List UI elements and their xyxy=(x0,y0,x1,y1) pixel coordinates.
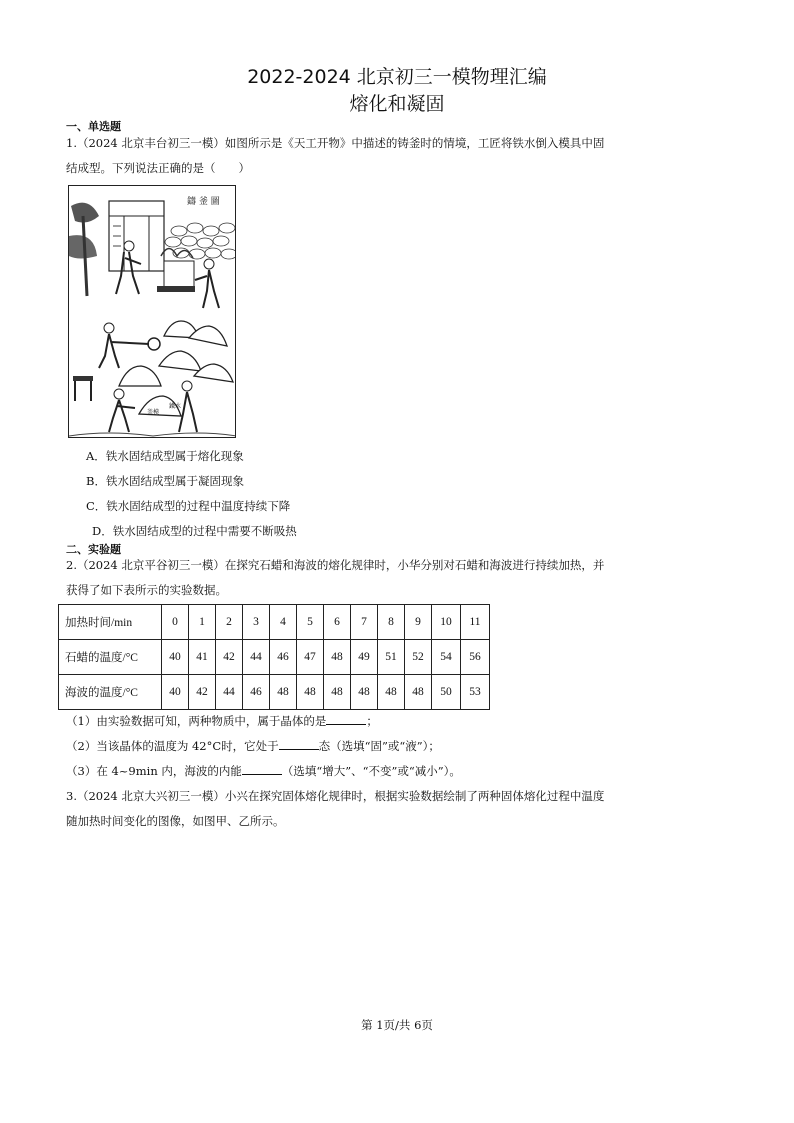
table-cell: 46 xyxy=(243,675,270,710)
table-cell: 9 xyxy=(405,605,432,640)
table-cell: 40 xyxy=(162,640,189,675)
q1-stem-line1: 1.（2024 北京丰台初三一模）如图所示是《天工开物》中描述的铸釜时的情境，工匠将铁水倒入模具中固 xyxy=(66,136,605,150)
q1-option-c: C．铁水固结成型的过程中温度持续下降 xyxy=(86,499,291,513)
table-cell: 51 xyxy=(378,640,405,675)
table-cell: 40 xyxy=(162,675,189,710)
q1-option-a: A．铁水固结成型属于熔化现象 xyxy=(86,449,244,463)
q2-sub1-text: （1）由实验数据可知，两种物质中，属于晶体的是 xyxy=(66,714,327,728)
table-row xyxy=(59,640,490,675)
table-cell: 48 xyxy=(378,675,405,710)
table-cell: 3 xyxy=(243,605,270,640)
table-cell: 0 xyxy=(162,605,189,640)
table-cell: 53 xyxy=(461,675,490,710)
experiment-data-table xyxy=(58,604,490,710)
table-cell: 2 xyxy=(216,605,243,640)
answer-blank[interactable] xyxy=(242,763,282,775)
table-cell: 5 xyxy=(297,605,324,640)
row-header: 海波的温度/°C xyxy=(59,675,162,710)
q3-stem-line2: 随加热时间变化的图像，如图甲、乙所示。 xyxy=(66,814,285,828)
table-cell: 10 xyxy=(432,605,461,640)
table-cell: 48 xyxy=(351,675,378,710)
table-cell: 48 xyxy=(324,675,351,710)
table-cell: 52 xyxy=(405,640,432,675)
table-cell: 48 xyxy=(405,675,432,710)
casting-cauldron-illustration xyxy=(68,185,236,438)
q2-sub3-end: （选填“增大”、“不变”或“减小”）。 xyxy=(281,764,461,778)
q1-option-d: D．铁水固结成型的过程中需要不断吸热 xyxy=(92,524,297,538)
q2-sub2-text: （2）当该晶体的温度为 42°C时，它处于 xyxy=(66,739,279,753)
q3-stem-line1: 3.（2024 北京大兴初三一模）小兴在探究固体熔化规律时，根据实验数据绘制了两种固体熔化过程中温度 xyxy=(66,789,605,803)
table-cell: 48 xyxy=(324,640,351,675)
q2-sub3 xyxy=(66,763,461,779)
q2-sub1-end: ； xyxy=(366,714,378,728)
table-cell: 42 xyxy=(189,675,216,710)
section-heading-experiment: 二、实验题 xyxy=(66,543,121,556)
answer-blank[interactable] xyxy=(326,713,366,725)
table-cell: 7 xyxy=(351,605,378,640)
answer-blank[interactable] xyxy=(279,738,319,750)
q2-sub2 xyxy=(66,738,440,754)
table-cell: 48 xyxy=(297,675,324,710)
figure-title-glyphs: 鑄 釜 圖 xyxy=(187,197,220,207)
table-cell: 1 xyxy=(189,605,216,640)
table-cell: 46 xyxy=(270,640,297,675)
q2-sub2-end: 态（选填“固”或“液”）； xyxy=(318,739,440,753)
q1-option-b: B．铁水固结成型属于凝固现象 xyxy=(86,474,244,488)
table-cell: 54 xyxy=(432,640,461,675)
table-cell: 44 xyxy=(216,675,243,710)
document-subtitle: 熔化和凝固 xyxy=(349,93,445,115)
table-cell: 6 xyxy=(324,605,351,640)
illustration-drawing xyxy=(69,186,236,438)
row-header: 石蜡的温度/°C xyxy=(59,640,162,675)
table-cell: 48 xyxy=(270,675,297,710)
table-cell: 44 xyxy=(243,640,270,675)
table-cell: 41 xyxy=(189,640,216,675)
table-cell: 50 xyxy=(432,675,461,710)
document-title: 2022-2024 北京初三一模物理汇编 xyxy=(247,66,547,88)
table-row xyxy=(59,605,490,640)
table-cell: 4 xyxy=(270,605,297,640)
q1-stem-line2: 结成型。下列说法正确的是（ ） xyxy=(66,161,250,175)
table-cell: 11 xyxy=(461,605,490,640)
table-cell: 56 xyxy=(461,640,490,675)
page-footer: 第 1页/共 6页 xyxy=(361,1018,433,1032)
table-cell: 8 xyxy=(378,605,405,640)
table-cell: 47 xyxy=(297,640,324,675)
table-cell: 49 xyxy=(351,640,378,675)
row-header: 加热时间/min xyxy=(59,605,162,640)
label-iron-glyph: 鐵水 xyxy=(169,403,182,410)
q2-stem-line2: 获得了如下表所示的实验数据。 xyxy=(66,583,227,597)
table-cell: 42 xyxy=(216,640,243,675)
section-heading-single-choice: 一、单选题 xyxy=(66,120,121,133)
table-row xyxy=(59,675,490,710)
q2-sub3-text: （3）在 4~9min 内，海波的内能 xyxy=(66,764,242,778)
q2-sub1 xyxy=(66,713,378,729)
label-mold-glyph: 釜模 xyxy=(147,409,160,416)
q2-stem-line1: 2.（2024 北京平谷初三一模）在探究石蜡和海波的熔化规律时，小华分别对石蜡和海波进行持续加热，并 xyxy=(66,558,605,572)
